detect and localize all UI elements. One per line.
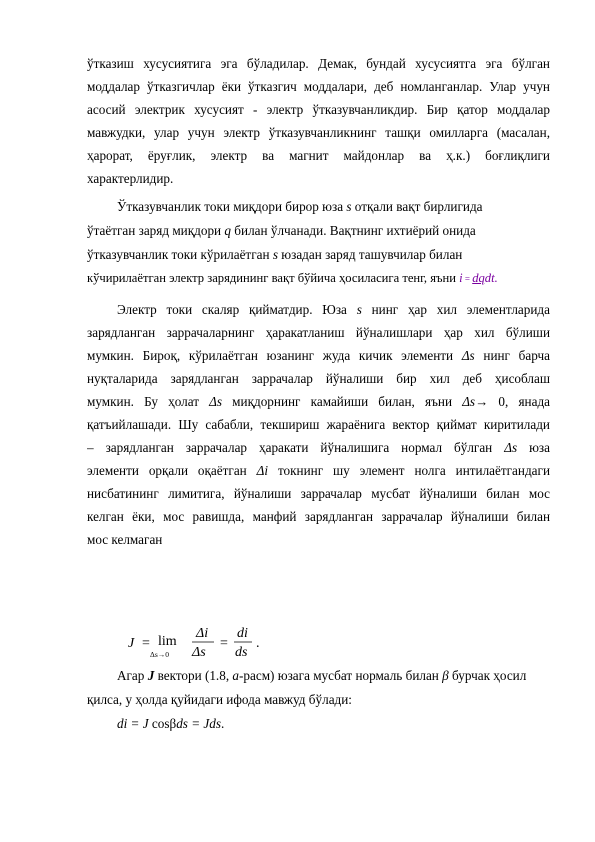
paragraph2-line3: ўтказувчанлик токи кўрилаётган s юзадан заряд ташувчилар билан: [87, 247, 463, 262]
paragraph-current-density: [87, 298, 550, 551]
text-line: нисбатининг лимитига, йўналиши заррачалар мусбат йўналиши билан мос: [87, 486, 550, 501]
formula-eq2: =: [220, 636, 228, 651]
text-line: қатъийлашади. Шу сабабли, текшириш жараёнига вектор қиймат киритилади: [87, 417, 550, 432]
formula-dq: dq: [472, 271, 485, 285]
paragraph4-line1: Агар J вектори (1.8, а-расм) юзага мусбат нормаль билан β бурчак ҳосил: [117, 668, 527, 683]
paragraph2-line4: кўчирилаётган электр зарядининг вақт бўйича ҳосиласига тенг, яъни i = dqdt.: [87, 271, 498, 285]
formula-dt: dt.: [484, 271, 498, 285]
paragraph2-line1: Ўтказувчанлик токи миқдори бирор юза s отқали вақт бирлигида: [117, 199, 483, 214]
formula-num1: Δi: [196, 626, 209, 641]
text-line: келган ёки, мос равишда, манфий зарядланган заррачалар йўналиши билан: [87, 509, 550, 524]
text-line: зарядланган заррачаларнинг ҳаракатланиш йўналишлари ҳар хил бўлиши: [87, 325, 550, 340]
text-line: характерлидир.: [87, 171, 174, 186]
text-line: моддалар ўтказгичлар ёки ўтказгич моддалари, деб номланганлар. Улар учун: [87, 79, 550, 94]
formula-J: J: [128, 636, 135, 651]
current-density-formula: [128, 623, 278, 663]
formula-lim: lim: [158, 634, 177, 649]
text-line: – зарядланган заррачалар ҳаракати йўналишига нормал бўлган Δs юза: [87, 440, 550, 455]
text-line: мумкин. Бу ҳолат Δs миқдорнинг камайиши билан, яъни Δs→ 0, янада: [87, 394, 550, 409]
text-line: мумкин. Бироқ, кўрилаётган юзанинг жуда кичик элементи Δs нинг барча: [87, 348, 550, 363]
formula-eq: =: [142, 636, 150, 651]
formula-end: .: [256, 636, 260, 651]
text-line: нуқталарида зарядланган заррачалар йўналиши бир хил деб ҳисоблаш: [87, 371, 550, 386]
formula-den1: Δs: [192, 645, 206, 660]
text-line: ўтказиш хусусиятига эга бўладилар. Демак, бундай хусусиятга эга бўлган: [87, 56, 550, 71]
text-line: Электр токи скаляр қийматдир. Юза s нинг ҳар хил элементларида: [117, 302, 550, 317]
formula-den2: ds: [235, 645, 248, 660]
formula-i: i: [459, 271, 463, 285]
formula-num2: di: [237, 626, 248, 641]
text-line: элементи орқали оқаётган Δi токнинг шу элемент нолга интилаётгандаги: [87, 463, 550, 478]
paragraph2-line2: ўтаётган заряд миқдори q билан ўлчанади. Вақтнинг ихтиёрий онида: [87, 223, 476, 238]
text-line: мос келмаган: [87, 532, 163, 547]
paragraph4-line2: қилса, у ҳолда қуйидаги ифода мавжуд бўлади:: [87, 692, 352, 707]
text-line: асосий электрик хусусият - электр ўтказувчанликдир. Бир қатор моддалар: [87, 102, 550, 117]
paragraph4-line3: di = J cosβds = Jds.: [117, 716, 225, 731]
text-line: мавжудки, улар учун электр ўтказувчанликнинг ташқи омилларга (масалан,: [87, 125, 550, 140]
formula-lim-sub: Δs→0: [150, 650, 169, 659]
paragraph-intro: [87, 52, 550, 190]
text-line: ҳарорат, ёруғлик, электр ва магнит майдонлар ва ҳ.к.) боғлиқлиги: [87, 148, 550, 163]
